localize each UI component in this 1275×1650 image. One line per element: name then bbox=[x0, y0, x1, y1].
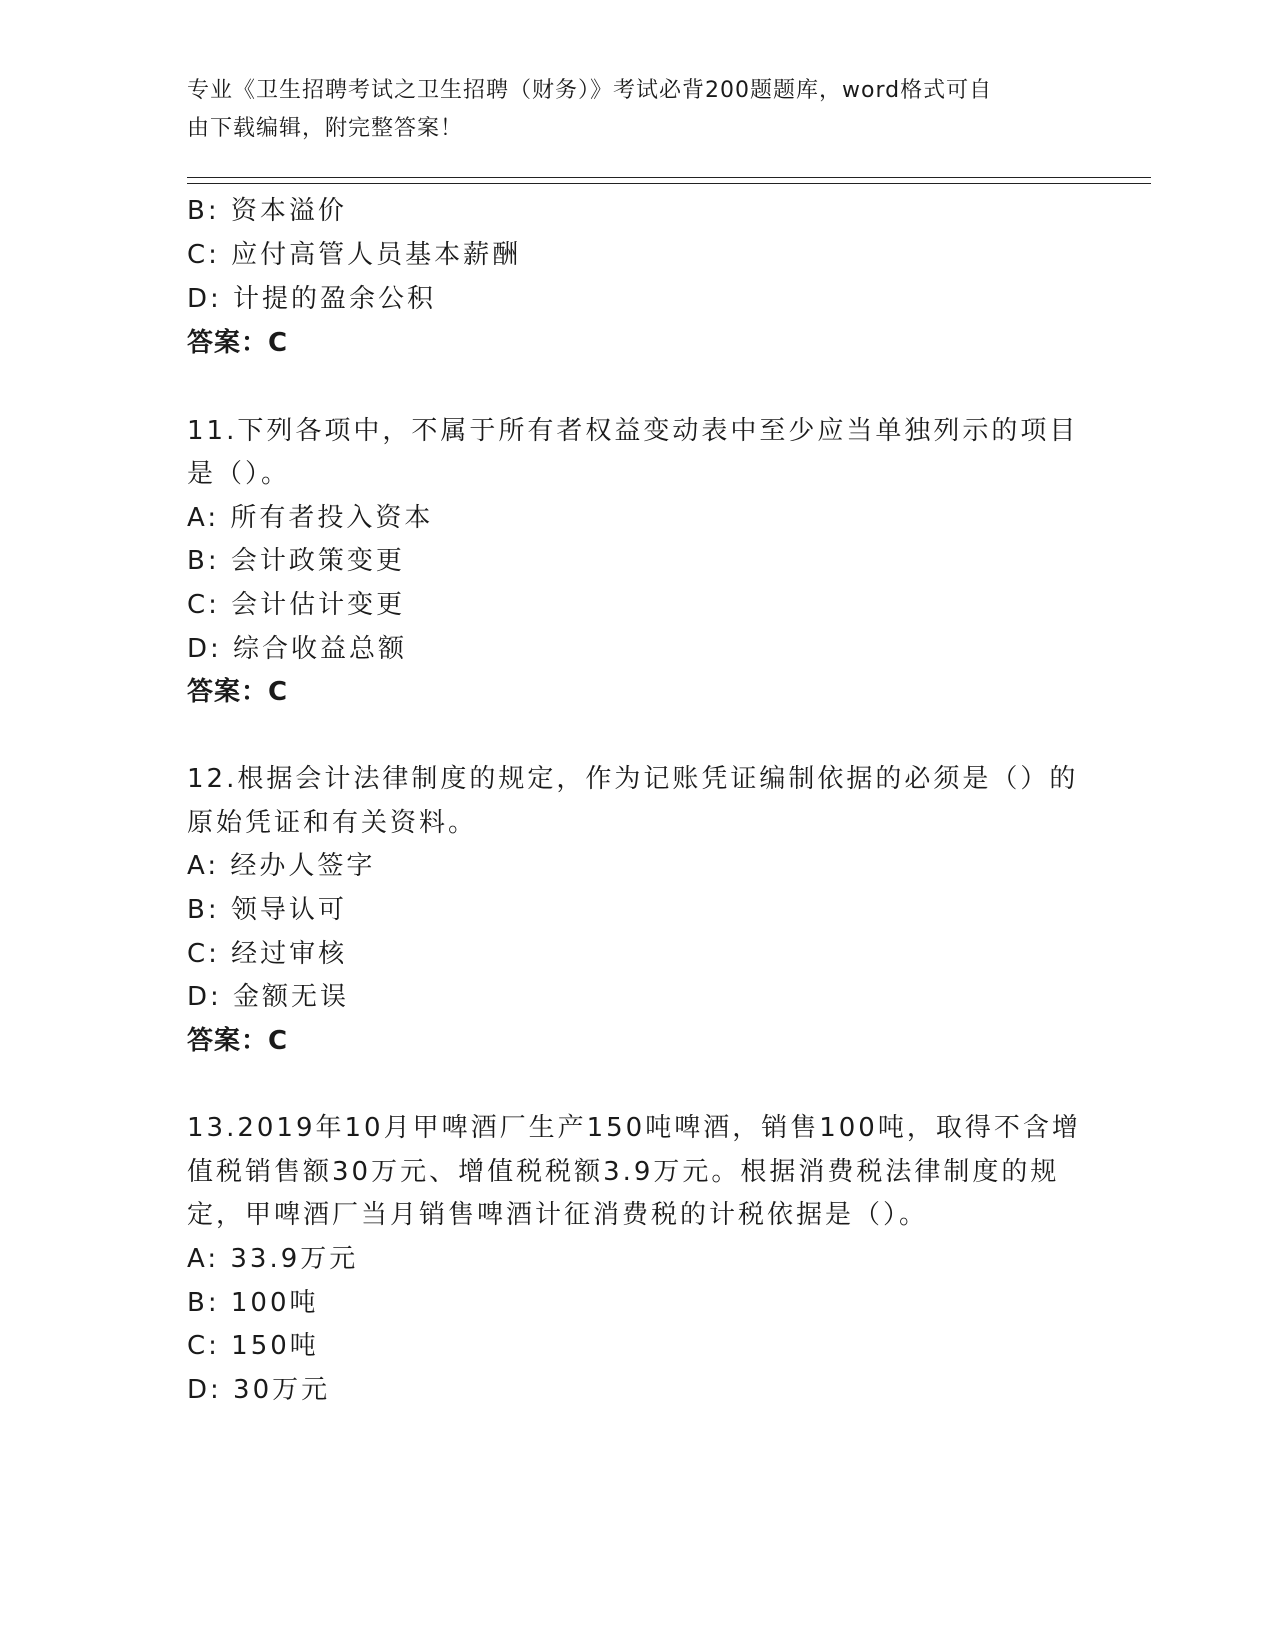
q12-option-d: D: 金额无误 bbox=[187, 982, 350, 1012]
q11-answer: 答案：C bbox=[187, 677, 289, 707]
q13-stem-line-2: 值税销售额30万元、增值税税额3.9万元。根据消费税法律制度的规 bbox=[187, 1157, 1060, 1187]
prev-option-b: B: 资本溢价 bbox=[187, 196, 347, 226]
header-rule-top bbox=[187, 177, 1151, 178]
q11-option-b: B: 会计政策变更 bbox=[187, 546, 405, 576]
prev-answer: 答案：C bbox=[187, 328, 289, 358]
q12-stem-line-1: 12.根据会计法律制度的规定，作为记账凭证编制依据的必须是（）的 bbox=[187, 764, 1079, 794]
q11-option-d: D: 综合收益总额 bbox=[187, 634, 408, 664]
q13-option-b: B: 100吨 bbox=[187, 1288, 319, 1318]
q11-stem-line-1: 11.下列各项中，不属于所有者权益变动表中至少应当单独列示的项目 bbox=[187, 416, 1079, 446]
q13-option-c: C: 150吨 bbox=[187, 1331, 319, 1361]
q13-stem-line-3: 定，甲啤酒厂当月销售啤酒计征消费税的计税依据是（）。 bbox=[187, 1200, 929, 1230]
q13-stem-line-1: 13.2019年10月甲啤酒厂生产150吨啤酒，销售100吨，取得不含增 bbox=[187, 1113, 1081, 1143]
prev-option-c: C: 应付高管人员基本薪酬 bbox=[187, 240, 522, 270]
document-header bbox=[187, 72, 1067, 148]
header-line-1: 专业《卫生招聘考试之卫生招聘（财务）》考试必背200题题库，word格式可自 bbox=[187, 78, 993, 103]
q11-option-a: A: 所有者投入资本 bbox=[187, 503, 434, 533]
prev-option-d: D: 计提的盈余公积 bbox=[187, 284, 437, 314]
header-line-2: 由下载编辑，附完整答案！ bbox=[187, 116, 464, 141]
q12-option-b: B: 领导认可 bbox=[187, 895, 347, 925]
header-rule-bottom bbox=[187, 183, 1151, 184]
q12-stem-line-2: 原始凭证和有关资料。 bbox=[187, 808, 478, 838]
q11-stem-line-2: 是（）。 bbox=[187, 459, 291, 489]
q12-answer: 答案：C bbox=[187, 1026, 289, 1056]
q11-option-c: C: 会计估计变更 bbox=[187, 590, 406, 620]
q12-option-a: A: 经办人签字 bbox=[187, 851, 376, 881]
q12-option-c: C: 经过审核 bbox=[187, 939, 348, 969]
q13-option-a: A: 33.9万元 bbox=[187, 1244, 359, 1274]
q13-option-d: D: 30万元 bbox=[187, 1375, 331, 1405]
